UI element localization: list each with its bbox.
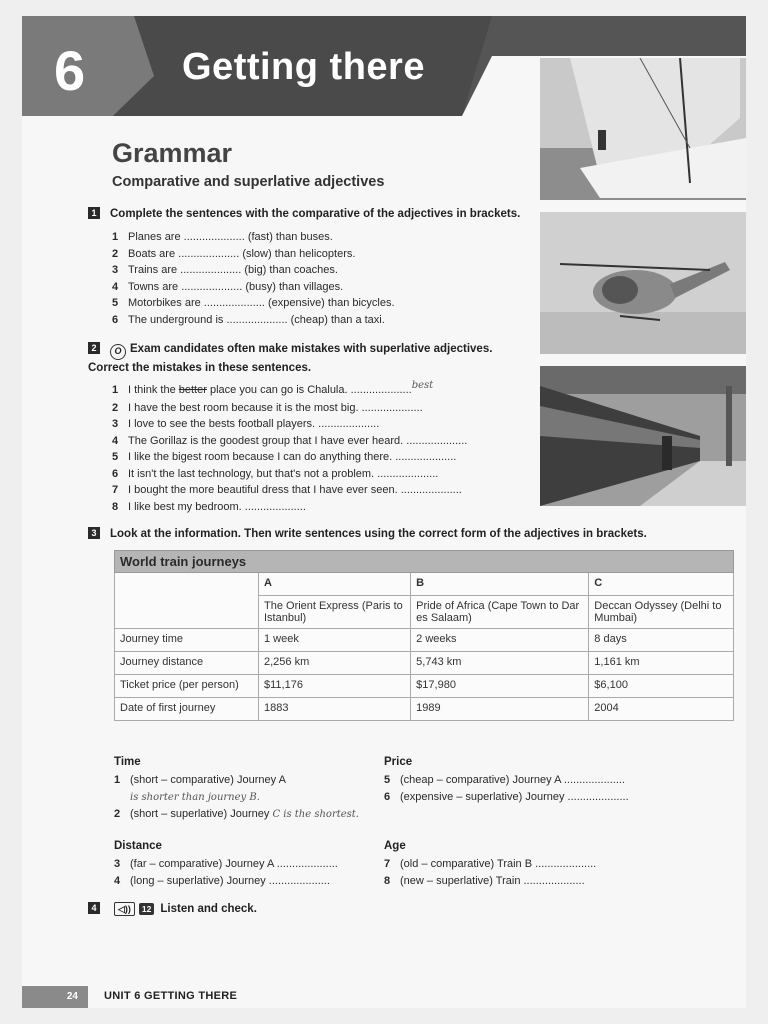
list-item: 7 I bought the more beautiful dress that I have ever seen. .................... [112, 484, 462, 496]
unit-number: 6 [54, 39, 86, 102]
section-heading: Grammar [112, 138, 233, 168]
list-item: 5 (cheap – comparative) Journey A .................... [384, 774, 625, 786]
exercise-4-instruction: 4 ◁)) 12 Listen and check. [88, 901, 257, 917]
table-row: Date of first journey 1883 1989 2004 [115, 698, 734, 721]
distance-questions [114, 856, 338, 889]
exercise-number: 2 [88, 342, 100, 354]
exercise-2-list [112, 382, 467, 515]
exercise-3-instruction: 3 Look at the information. Then write sentences using the correct form of the adjectives in brackets. [88, 526, 647, 542]
column-letter: B [411, 573, 589, 596]
list-item: 6 The underground is .................... (cheap) than a taxi. [112, 313, 385, 326]
handwritten-answer: is shorter than journey B. [130, 791, 260, 803]
column-letter: C [589, 573, 734, 596]
table-row: Ticket price (per person) $11,176 $17,980 $6,100 [115, 675, 734, 698]
list-item: 1 I think the better place you can go is Chalula. ....................best [112, 380, 434, 396]
list-item: 3 Trains are .................... (big) than coaches. [112, 264, 338, 276]
exam-icon: O [110, 344, 126, 360]
audio-track-number: 12 [139, 903, 154, 915]
footer-title: UNIT 6 GETTING THERE [104, 990, 238, 1002]
page-number: 24 [22, 986, 88, 1008]
helicopter-photo [540, 212, 746, 354]
price-heading: Price [384, 756, 413, 768]
section-subheading: Comparative and superlative adjectives [112, 174, 385, 190]
exercise-number: 4 [88, 902, 100, 914]
time-questions [114, 772, 359, 824]
list-item: 1 (short – comparative) Journey A [114, 774, 286, 786]
column-name: Pride of Africa (Cape Town to Dar es Salaam) [411, 596, 589, 629]
column-letter: A [259, 573, 411, 596]
list-item: 6 It isn't the last technology, but that's not a problem. .................... [112, 467, 439, 480]
list-item: 3 (far – comparative) Journey A .................... [114, 858, 338, 870]
list-item: 4 The Gorillaz is the goodest group that I have ever heard. .................... [112, 434, 468, 447]
age-questions [384, 856, 596, 889]
list-item: 8 I like best my bedroom. .................... [112, 500, 306, 513]
list-item: 3 I love to see the bests football players. .................... [112, 418, 380, 430]
list-item: 7 (old – comparative) Train B .................... [384, 858, 597, 870]
column-name: Deccan Odyssey (Delhi to Mumbai) [589, 596, 734, 629]
unit-title: Getting there [182, 46, 425, 88]
list-item: 5 I like the bigest room because I can do anything there. .................... [112, 451, 457, 463]
exercise-1-list [112, 229, 395, 328]
train-journeys-table [114, 550, 734, 721]
distance-heading: Distance [114, 840, 162, 852]
handwritten-answer: C is the shortest. [272, 809, 359, 820]
exercise-1-instruction: 1 Complete the sentences with the comparative of the adjectives in brackets. [88, 206, 520, 222]
exercise-number: 1 [88, 207, 100, 219]
list-item: 5 Motorbikes are .................... (expensive) than bicycles. [112, 297, 395, 309]
list-item [114, 789, 359, 807]
exercise-number: 3 [88, 527, 100, 539]
page-footer [22, 986, 746, 1008]
train-photo [540, 366, 746, 506]
table-caption: World train journeys [115, 551, 734, 573]
table-header-row [115, 573, 734, 596]
list-item: 4 (long – superlative) Journey .................... [114, 874, 330, 887]
list-item: 8 (new – superlative) Train .................... [384, 874, 585, 887]
list-item: 1 Planes are .................... (fast) than buses. [112, 231, 333, 243]
table-row: Journey time 1 week 2 weeks 8 days [115, 629, 734, 652]
list-item: 4 Towns are .................... (busy) than villages. [112, 280, 344, 293]
list-item: 2 I have the best room because it is the most big. .................... [112, 401, 423, 414]
exercise-2-instruction: 2 O Exam candidates often make mistakes with superlative adjectives. Correct the mistakes in these sentences. [88, 343, 493, 374]
time-heading: Time [114, 756, 141, 768]
column-name: The Orient Express (Paris to Istanbul) [259, 596, 411, 629]
sailing-boat-photo [540, 58, 746, 200]
audio-icon[interactable]: ◁)) [114, 902, 135, 916]
age-heading: Age [384, 840, 406, 852]
handwritten-answer: best [411, 380, 434, 391]
list-item: 2 Boats are .................... (slow) than helicopters. [112, 247, 356, 260]
list-item: 6 (expensive – superlative) Journey .................... [384, 790, 629, 803]
table-row: Journey distance 2,256 km 5,743 km 1,161 km [115, 652, 734, 675]
list-item: 2 (short – superlative) Journey C is the shortest. [114, 808, 359, 820]
textbook-page [22, 16, 746, 1008]
price-questions [384, 772, 629, 805]
